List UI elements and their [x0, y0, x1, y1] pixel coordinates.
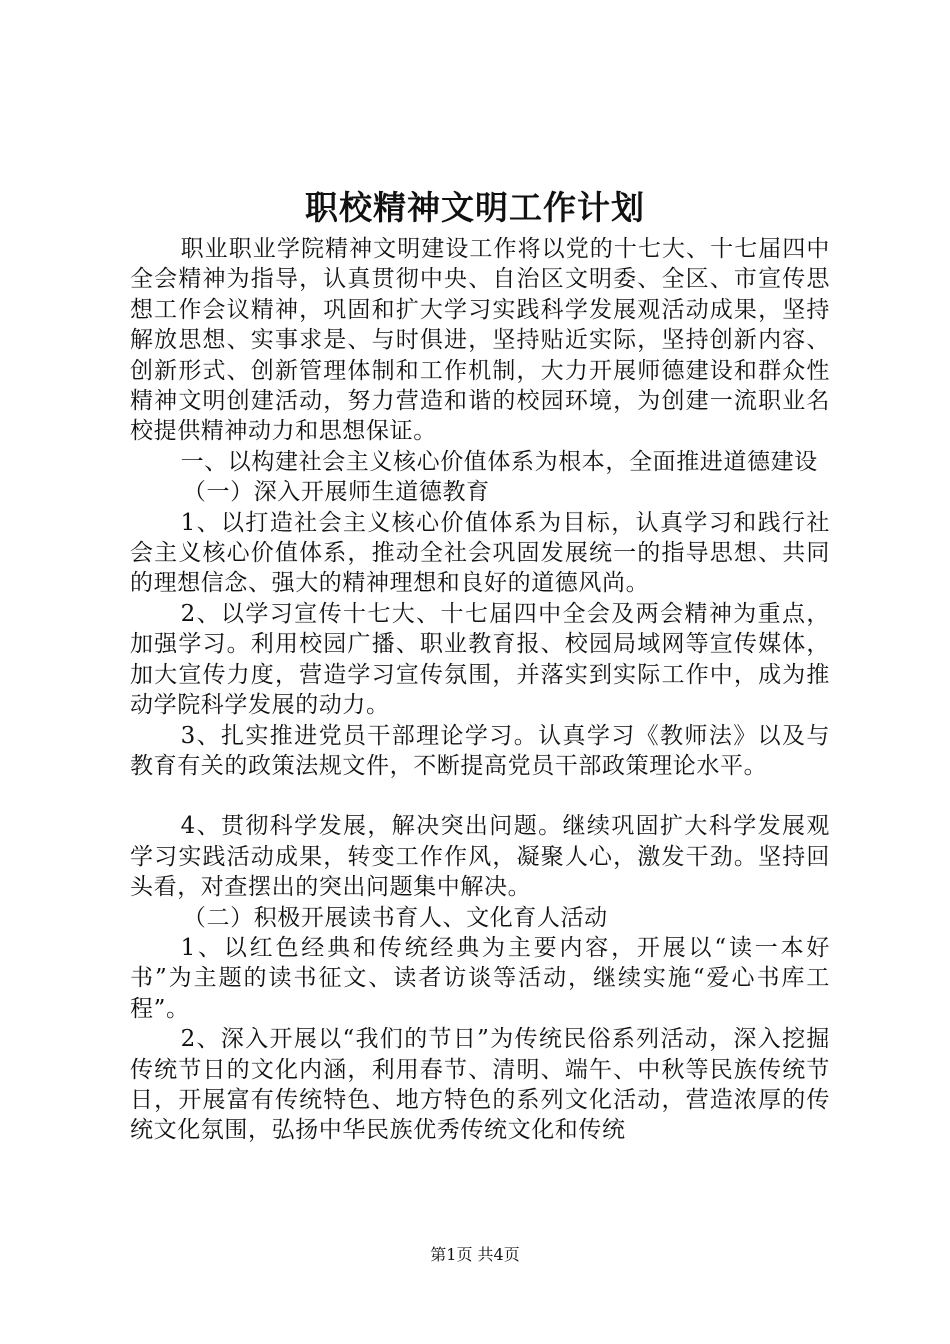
- paragraph-item-5: 1、以红色经典和传统经典为主要内容，开展以“读一本好书”为主题的读书征文、读者访谈等活动，继续实施“爱心书库工程”。: [130, 934, 830, 1022]
- section-heading-1: 一、以构建社会主义核心价值体系为根本，全面推进道德建设: [180, 448, 818, 475]
- paragraph-item-6: 2、深入开展以“我们的节日”为传统民俗系列活动，深入挖掘传统节日的文化内涵，利用春节、清明、端午、中秋等民族传统节日，开展富有传统特色、地方特色的系列文化活动，营造浓厚的传统文化氛围，弘扬中华民族优秀传统文化和传统: [130, 1026, 830, 1144]
- intro-paragraph: 职业职业学院精神文明建设工作将以党的十七大、十七届四中全会精神为指导，认真贯彻中央、自治区文明委、全区、市宣传思想工作会议精神，巩固和扩大学习实践科学发展观活动成果，坚持解放思想、实事求是、与时俱进，坚持贴近实际，坚持创新内容、创新形式、创新管理体制和工作机制，大力开展师德建设和群众性精神文明创建活动，努力营造和谐的校园环境，为创建一流职业名校提供精神动力和思想保证。: [130, 236, 830, 445]
- blank-line: [130, 781, 830, 811]
- subsection-heading-2: （二）积极开展读书育人、文化育人活动: [182, 904, 608, 931]
- paragraph-item-2: 2、以学习宣传十七大、十七届四中全会及两会精神为重点，加强学习。利用校园广播、职业教育报、校园局域网等宣传媒体，加大宣传力度，营造学习宣传氛围，并落实到实际工作中，成为推动学院科学发展的动力。: [130, 600, 830, 719]
- paragraph-item-4: 4、贯彻科学发展，解决突出问题。继续巩固扩大科学发展观学习实践活动成果，转变工作作风，凝聚人心，激发干劲。坚持回头看，对查摆出的突出问题集中解决。: [130, 813, 830, 901]
- paragraph-item-3: 3、扎实推进党员干部理论学习。认真学习《教师法》以及与教育有关的政策法规文件，不断提高党员干部政策理论水平。: [130, 722, 830, 779]
- document-title: 职校精神文明工作计划: [305, 188, 645, 227]
- paragraph-item-1: 1、以打造社会主义核心价值体系为目标，认真学习和践行社会主义核心价值体系，推动全社会巩固发展统一的指导思想、共同的理想信念、强大的精神理想和良好的道德风尚。: [130, 509, 830, 597]
- page-footer: 第1页 共4页: [430, 1245, 520, 1264]
- document-body: [130, 234, 830, 1146]
- subsection-heading-1: （一）深入开展师生道德教育: [182, 479, 490, 506]
